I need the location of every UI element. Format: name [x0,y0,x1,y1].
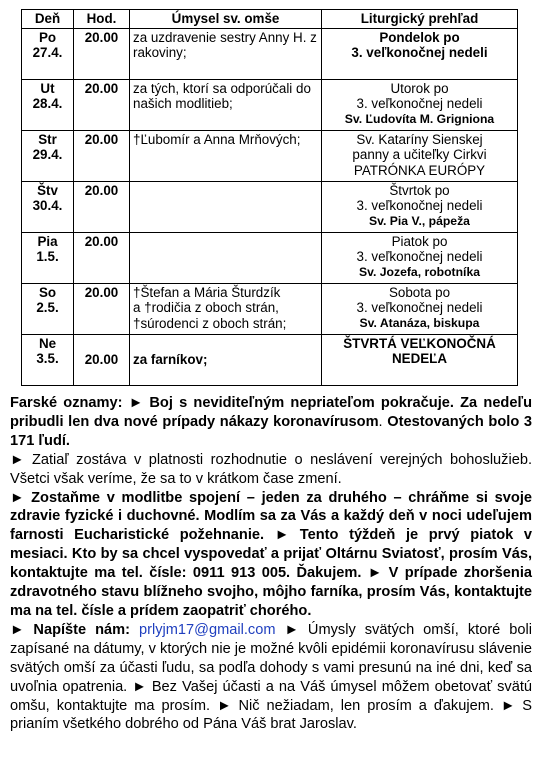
liturgy-line: Pondelok po [379,29,460,45]
intention-line: †Štefan a Mária Šturdzík [133,284,281,300]
day-date: 29.4. [32,147,63,162]
announcement-1 [10,394,532,451]
row-time: 20.00 [74,130,130,181]
row-day [22,232,74,283]
announcement-2: ► Zatiaľ zostáva v platnosti rozhodnutie o neslávení verejných bohoslužieb. Všetci však veríme, že sa to v krátkom čase zmení. [10,451,532,487]
liturgy-line: 3. veľkonočnej nedeli [356,249,483,264]
email-link[interactable]: prlyjm17@gmail.com [139,621,276,638]
table-row [22,181,518,232]
header-intention: Úmysel sv. omše [130,10,322,29]
table-row [22,232,518,283]
liturgy-line: Utorok po [390,80,449,96]
header-liturgy: Liturgický prehľad [322,10,518,29]
day-name: Pia [37,233,58,249]
header-time: Hod. [74,10,130,29]
row-time: 20.00 [74,79,130,130]
announcement-4 [10,621,532,734]
liturgy-line: Sv. Jozefa, robotníka [359,264,480,279]
liturgy-line: 3. veľkonočnej nedeli [351,45,488,60]
write-us-label: ► Napíšte nám: [10,621,131,638]
row-day [22,181,74,232]
liturgy-line: ŠTVRTÁ VEĽKONOČNÁ [343,335,496,351]
header-day: Deň [22,10,74,29]
row-liturgy [322,232,518,283]
intention-line: a †rodičia z oboch strán, [133,300,279,315]
liturgy-line: Sv. Kataríny Sienskej [356,131,483,147]
liturgy-line: NEDEĽA [391,351,448,366]
liturgy-line: 3. veľkonočnej nedeli [356,300,483,315]
row-day [22,334,74,385]
row-time: 20.00 [74,28,130,79]
announcements-label: Farské oznamy: [10,395,123,411]
announcement-3: ► Zostaňme v modlitbe spojení – jeden za druhého – chráňme si svoje zdravie fyzické i duchovné. Modlím sa za Vás a každý deň v noci udeľujem farnosti Eucharistické požehnanie. ► Tento týždeň je prvý piatok v mesiaci. Kto by sa chcel vyspovedať a prijať Oltárnu Sviatosť, prosím Vás, kontaktujte ma tel. čísle: 0911 913 005. Ďakujem. ► V prípade zhoršenia zdravotného stavu blížneho svojho, môjho farníka, prosím Vás, kontaktujte ma na tel. čísle a prídem zaopatriť chorého. [10,489,532,619]
liturgy-line: Sobota po [388,284,451,300]
table-row [22,28,518,79]
announcement-1-tested: Otestovaných bolo 3 171 ľudí. [10,413,533,449]
row-intention: za uzdravenie sestry Anny H. z rakoviny; [130,28,322,79]
liturgy-line: 3. veľkonočnej nedeli [356,198,483,213]
parish-announcements [10,394,532,734]
announcement-1-bold: ► Boj s neviditeľným nepriateľom pokračuje. Za nedeľu pribudli len dva nové prípady nákazy koronavírusom [10,395,532,430]
announcement-1-sep: . [378,413,388,430]
row-day [22,130,74,181]
table-row [22,283,518,334]
day-date: 30.4. [32,198,63,213]
day-name: Po [38,29,57,45]
mass-schedule-table [21,9,518,386]
row-day [22,28,74,79]
row-liturgy [322,130,518,181]
day-date: 1.5. [36,249,59,264]
row-liturgy [322,334,518,385]
row-intention [130,232,322,283]
intention-line: †súrodenci z oboch strán; [133,315,287,331]
row-day [22,79,74,130]
liturgy-line: Piatok po [391,233,448,249]
day-name: So [38,284,57,300]
day-date: 28.4. [32,96,63,111]
liturgy-line: Sv. Pia V., pápeža [369,213,470,228]
row-liturgy [322,28,518,79]
row-time: 20.00 [74,181,130,232]
day-name: Štv [37,182,58,198]
row-intention: †Ľubomír a Anna Mrňových; [130,130,322,181]
table-header-row [22,10,518,29]
liturgy-line: Sv. Ľudovíta M. Grigniona [344,111,495,126]
liturgy-line: Štvrtok po [389,182,450,198]
row-day [22,283,74,334]
day-name: Str [38,131,57,147]
table-row [22,79,518,130]
liturgy-line: panny a učiteľky Cirkvi [352,147,487,162]
day-date: 2.5. [36,300,59,315]
row-intention: za tých, ktorí sa odporúčali do našich modlitieb; [130,79,322,130]
day-name: Ne [38,335,57,351]
row-liturgy [322,79,518,130]
day-name: Ut [40,80,55,96]
day-date: 27.4. [32,45,63,60]
liturgy-line: 3. veľkonočnej nedeli [356,96,483,111]
liturgy-line: Sv. Atanáza, biskupa [359,315,480,330]
row-intention [130,283,322,334]
row-intention [130,181,322,232]
row-intention: za farníkov; [130,334,322,385]
row-liturgy [322,181,518,232]
announcement-4-text: ► Úmysly svätých omší, ktoré boli zapísané na dátumy, v ktorých nie je možné kvôli epidémii koronavírusu slávenie svätých omší za účasti ľudu, sa podľa dohody s vami presunú na iné dni, keď sa uvoľnia opatrenia. ► Bez Vašej účasti a na Váš úmysel môžem obetovať svätú omšu, kontaktujte ma prosím. ► Nič nežiadam, len prosím a ďakujem. ► S prianím všetkého dobrého od Pána Váš brat Jaroslav. [10,621,533,733]
table-row [22,130,518,181]
table-row [22,334,518,385]
liturgy-line: PATRÓNKA EURÓPY [353,162,486,178]
row-time: 20.00 [74,334,130,385]
row-time: 20.00 [74,232,130,283]
row-liturgy [322,283,518,334]
row-time: 20.00 [74,283,130,334]
day-date: 3.5. [36,351,59,366]
